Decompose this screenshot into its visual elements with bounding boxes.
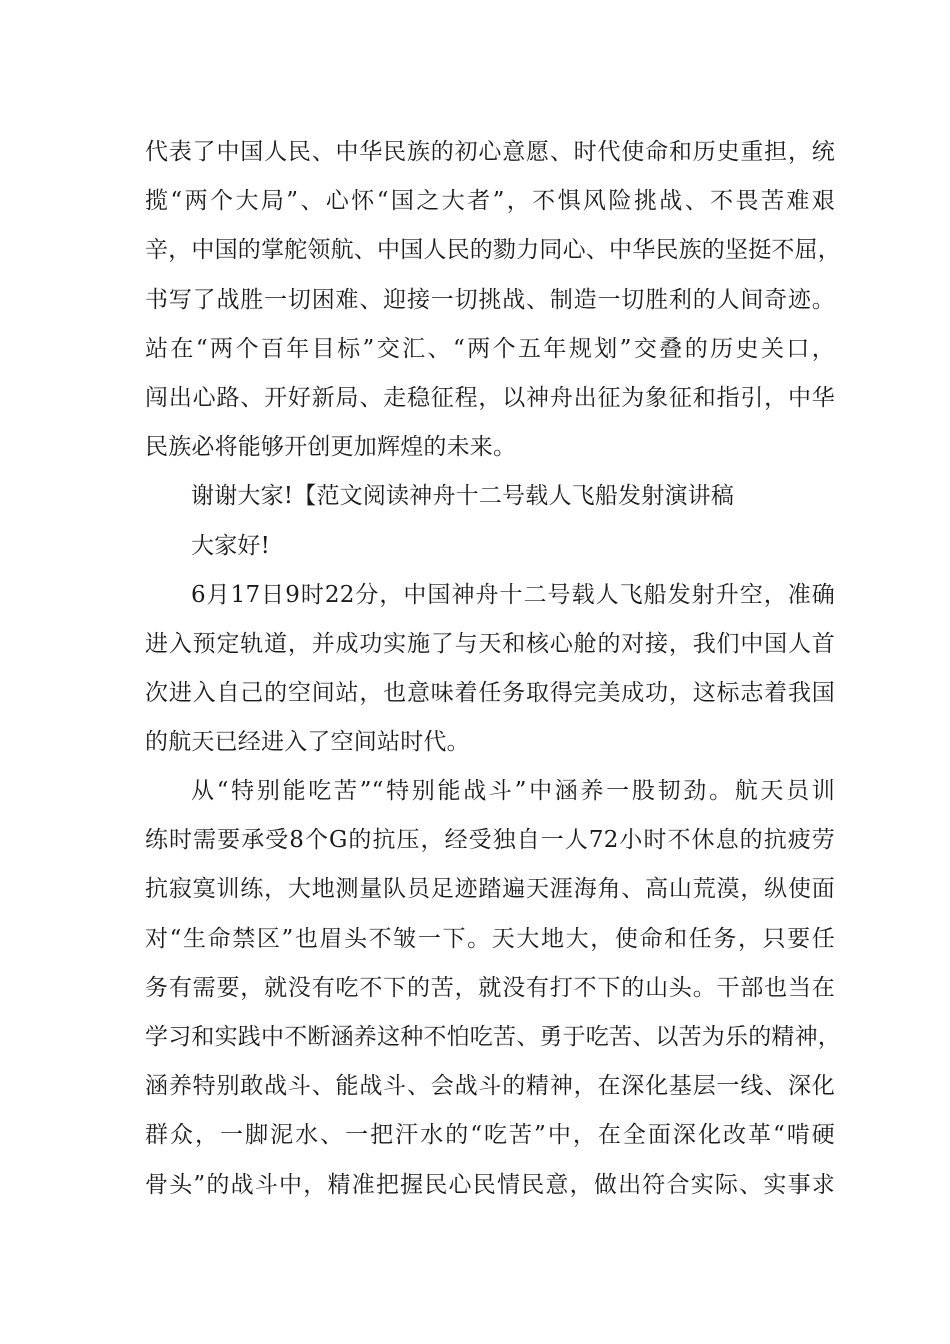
text-line-10: 6月17日9时22分，中国神舟十二号载人飞船发射升空，准确 <box>191 581 835 608</box>
text-line-21: 群众，一脚泥水、一把汗水的“吃苦”中，在全面深化改革“啃硬 <box>145 1122 835 1149</box>
text-line-8: 谢谢大家!【范文阅读神舟十二号载人飞船发射演讲稿 <box>191 483 735 510</box>
text-line-2: 揽“两个大局”、心怀“国之大者”，不惧风险挑战、不畏苦难艰 <box>145 188 835 215</box>
text-line-11: 进入预定轨道，并成功实施了与天和核心舱的对接，我们中国人首 <box>145 630 835 657</box>
body-text-section-2 <box>145 767 841 1210</box>
text-line-16: 抗寂寞训练，大地测量队员足迹踏遍天涯海角、高山荒漠，纵使面 <box>145 876 835 903</box>
text-line-15: 练时需要承受8个G的抗压，经受独自一人72小时不休息的抗疲劳 <box>145 827 835 854</box>
text-line-6: 闯出心路、开好新局、走稳征程，以神舟出征为象征和指引，中华 <box>145 384 835 411</box>
text-line-7: 民族必将能够开创更加辉煌的未来。 <box>145 434 517 461</box>
text-line-5: 站在“两个百年目标”交汇、“两个五年规划”交叠的历史关口， <box>145 335 835 362</box>
text-line-1: 代表了中国人民、中华民族的初心意愿、时代使命和历史重担，统 <box>145 139 835 165</box>
text-line-4: 书写了战胜一切困难、迎接一切挑战、制造一切胜利的人间奇迹。 <box>145 286 835 313</box>
greeting-line: 大家好! <box>191 532 271 559</box>
body-text <box>145 128 841 767</box>
text-line-17: 对“生命禁区”也眉头不皱一下。天大地大，使命和任务，只要任 <box>145 925 835 952</box>
text-line-13: 的航天已经进入了空间站时代。 <box>145 729 470 756</box>
text-line-19: 学习和实践中不断涵养这种不怕吃苦、勇于吃苦、以苦为乐的精神， <box>145 1023 841 1050</box>
text-line-12: 次进入自己的空间站，也意味着任务取得完美成功，这标志着我国 <box>145 680 835 707</box>
text-line-14: 从“特别能吃苦”“特别能战斗”中涵养一股韧劲。航天员训 <box>191 778 835 804</box>
text-line-3: 辛，中国的掌舵领航、中国人民的勠力同心、中华民族的坚挺不屈， <box>145 237 841 264</box>
text-line-18: 务有需要，就没有吃不下的苦，就没有打不下的山头。干部也当在 <box>145 974 835 1001</box>
text-line-20: 涵养特别敢战斗、能战斗、会战斗的精神，在深化基层一线、深化 <box>145 1073 835 1100</box>
text-line-22: 骨头”的战斗中，精准把握民心民情民意，做出符合实际、实事求 <box>145 1171 835 1198</box>
